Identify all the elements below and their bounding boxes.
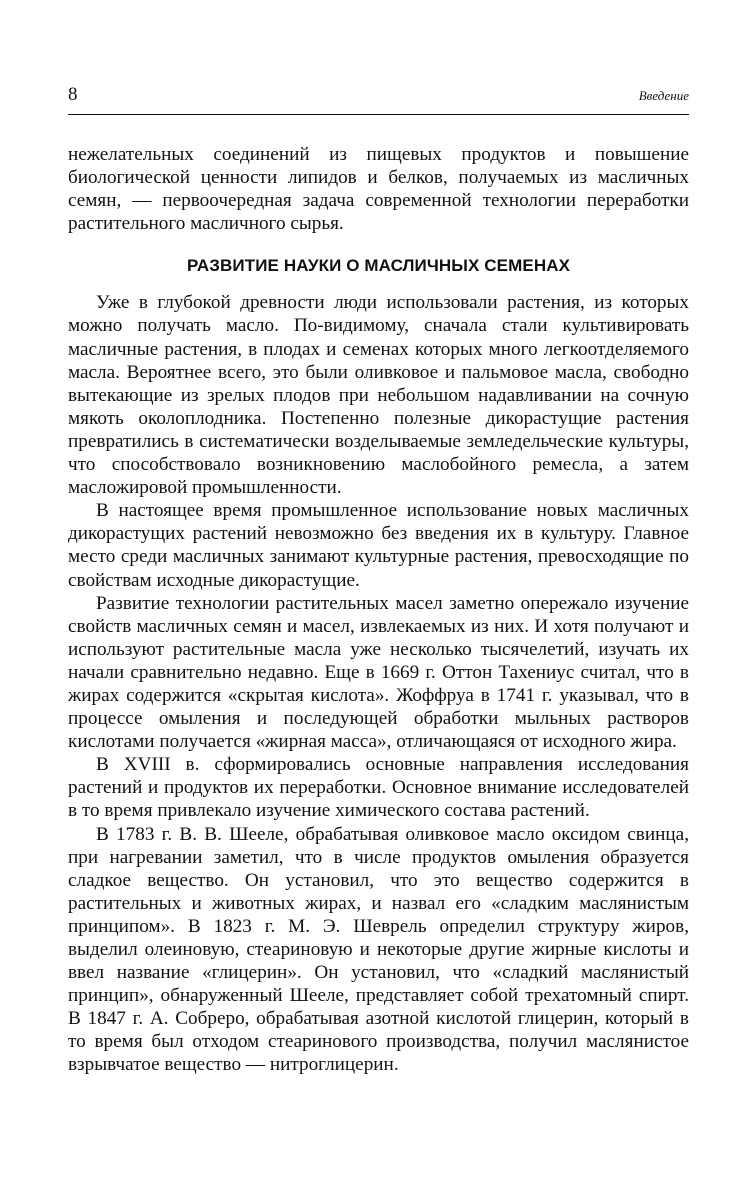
page-number: 8 [68,84,78,105]
paragraph-technology-development: Развитие технологии растительных масел заметно опережало изучение свойств масличных семян и масел, извлекаемых из них. И хотя получают и используют растительные масла уже несколько тысячелетий, изучать их начали сравнительно недавно. Еще в 1669 г. Оттон Тахениус считал, что в жирах содержится «скрытая кислота». Жоффруа в 1741 г. указывал, что в процессе омыления и последующей обработки мыльных растворов кислотами получается «жирная масса», отличающаяся от исходного жира. [68,592,689,753]
paragraph-scheele-chevreul: В 1783 г. В. В. Шееле, обрабатывая оливковое масло оксидом свинца, при нагревании заметил, что в числе продуктов омыления образуется сладкое вещество. Он установил, что это вещество содержится в растительных и животных жирах, и назвал его «сладким маслянистым принципом». В 1823 г. М. Э. Шеврель определил структуру жиров, выделил олеиновую, стеариновую и некоторые другие жирные кислоты и ввел название «глицерин». Он установил, что «сладкий маслянистый принцип», обнаруженный Шееле, представляет собой трехатомный спирт. В 1847 г. А. Собреро, обрабатывая азотной кислотой глицерин, который в то время был отходом стеаринового производства, получил маслянистое взрывчатое вещество — нитроглицерин. [68,823,689,1076]
paragraph-ancient-history: Уже в глубокой древности люди использовали растения, из которых можно получать масло. По-видимому, сначала стали культивировать масличные растения, в плодах и семенах которых много легкоотделяемого масла. Вероятнее всего, это были оливковое и пальмовое масла, свободно вытекающие из зрелых плодов при небольшом надавливании на сочную мякоть околоплодника. Постепенно полезные дикорастущие растения превратились в системaтически возделываемые земледельческие культуры, что способствовало возникновению маслобойного ремесла, а затем масложировой промышленности. [68,292,689,499]
body-text [68,143,689,1077]
document-page [68,0,689,1182]
section-heading: РАЗВИТИЕ НАУКИ О МАСЛИЧНЫХ СЕМЕНАХ [186,256,571,276]
running-title: Введение [638,88,689,103]
page-header [68,84,689,106]
paragraph-intro-continuation: нежелательных соединений из пищевых продуктов и повышение биологической ценности липидов и белков, получаемых из масличных семян, — первоочередная задача современной технологии переработки растительного масличного сырья. [68,144,689,235]
paragraph-eighteenth-century: В XVIII в. сформировались основные направления исследования растений и продуктов их переработки. Основное внимание исследователей в то время привлекало изучение химического состава растений. [68,754,689,822]
header-rule [68,114,689,115]
paragraph-present-day: В настоящее время промышленное использование новых масличных дикорастущих растений невозможно без введения их в культуру. Главное место среди масличных занимают культурные растения, превосходящие по свойствам исходные дикорастущие. [68,500,689,591]
